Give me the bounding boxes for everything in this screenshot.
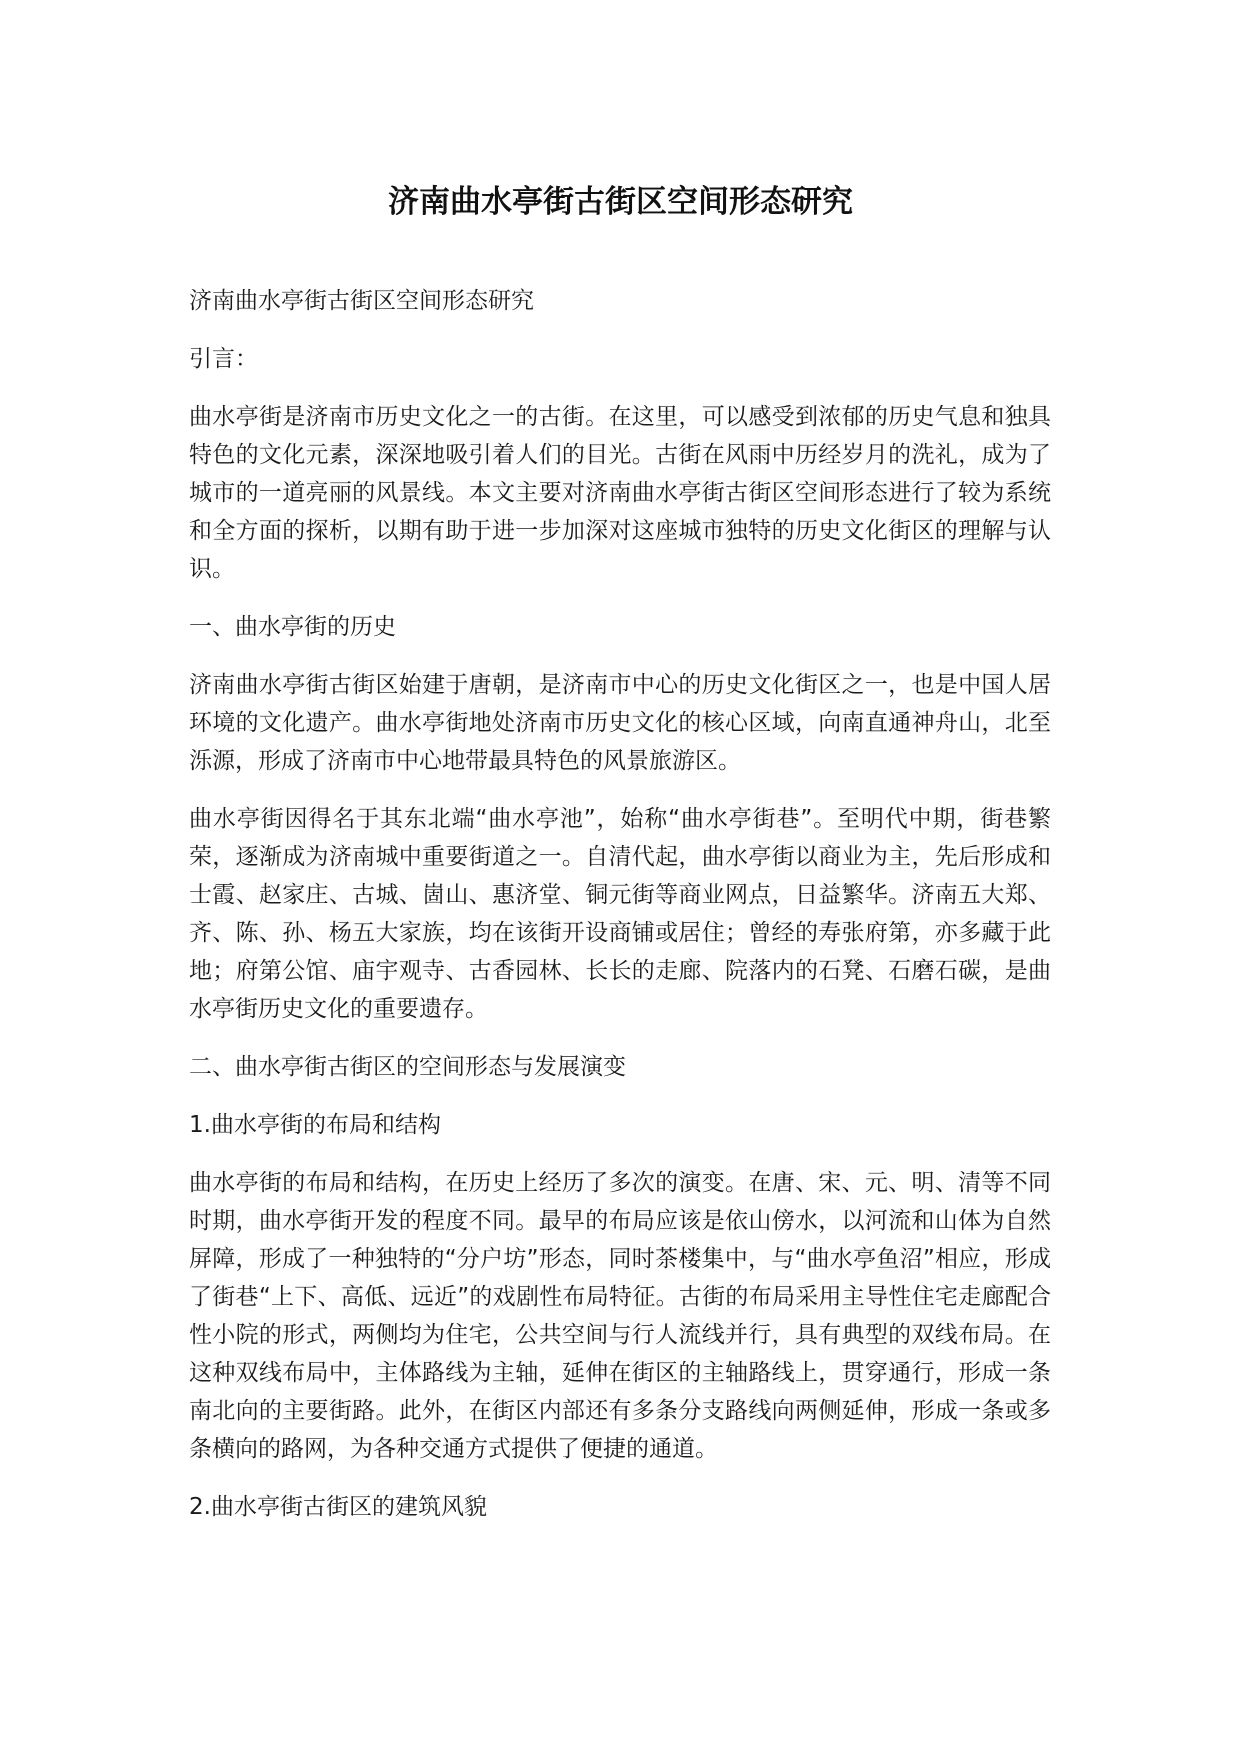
section1-heading: 一、曲水亭街的历史 [189,614,396,640]
document-body [189,282,1051,1526]
section2-heading: 二、曲水亭街古街区的空间形态与发展演变 [189,1054,626,1080]
intro-label: 引言： [189,346,258,372]
subsection2-heading: 2.曲水亭街古街区的建筑风貌 [189,1494,487,1520]
section1-paragraph-2: 曲水亭街因得名于其东北端“曲水亭池”，始称“曲水亭街巷”。至明代中期，街巷繁荣，逐渐成为济南城中重要街道之一。自清代起，曲水亭街以商业为主，先后形成和士霞、赵家庄、古城、崮山、惠济堂、铜元街等商业网点，日益繁华。济南五大郑、齐、陈、孙、杨五大家族，均在该街开设商铺或居住；曾经的寿张府第，亦多藏于此地；府第公馆、庙宇观寺、古香园林、长长的走廊、院落内的石凳、石磨石碳，是曲水亭街历史文化的重要遗存。 [189,806,1051,1022]
document-title: 济南曲水亭街古街区空间形态研究 [388,184,853,220]
subsection1-heading: 1.曲水亭街的布局和结构 [189,1112,441,1138]
subsection1-paragraph: 曲水亭街的布局和结构，在历史上经历了多次的演变。在唐、宋、元、明、清等不同时期，曲水亭街开发的程度不同。最早的布局应该是依山傍水，以河流和山体为自然屏障，形成了一种独特的“分户坊”形态，同时茶楼集中，与“曲水亭鱼沼”相应，形成了街巷“上下、高低、远近”的戏剧性布局特征。古街的布局采用主导性住宅走廊配合性小院的形式，两侧均为住宅，公共空间与行人流线并行，具有典型的双线布局。在这种双线布局中，主体路线为主轴，延伸在街区的主轴路线上，贯穿通行，形成一条南北向的主要街路。此外，在街区内部还有多条分支路线向两侧延伸，形成一条或多条横向的路网，为各种交通方式提供了便捷的通道。 [189,1170,1051,1462]
section1-paragraph-1: 济南曲水亭街古街区始建于唐朝，是济南市中心的历史文化街区之一，也是中国人居环境的文化遗产。曲水亭街地处济南市历史文化的核心区域，向南直通神舟山，北至泺源，形成了济南市中心地带最具特色的风景旅游区。 [189,672,1051,774]
intro-paragraph: 曲水亭街是济南市历史文化之一的古街。在这里，可以感受到浓郁的历史气息和独具特色的文化元素，深深地吸引着人们的目光。古街在风雨中历经岁月的洗礼，成为了城市的一道亮丽的风景线。本文主要对济南曲水亭街古街区空间形态进行了较为系统和全方面的探析，以期有助于进一步加深对这座城市独特的历史文化街区的理解与认识。 [189,404,1051,582]
document-subtitle: 济南曲水亭街古街区空间形态研究 [189,288,534,314]
